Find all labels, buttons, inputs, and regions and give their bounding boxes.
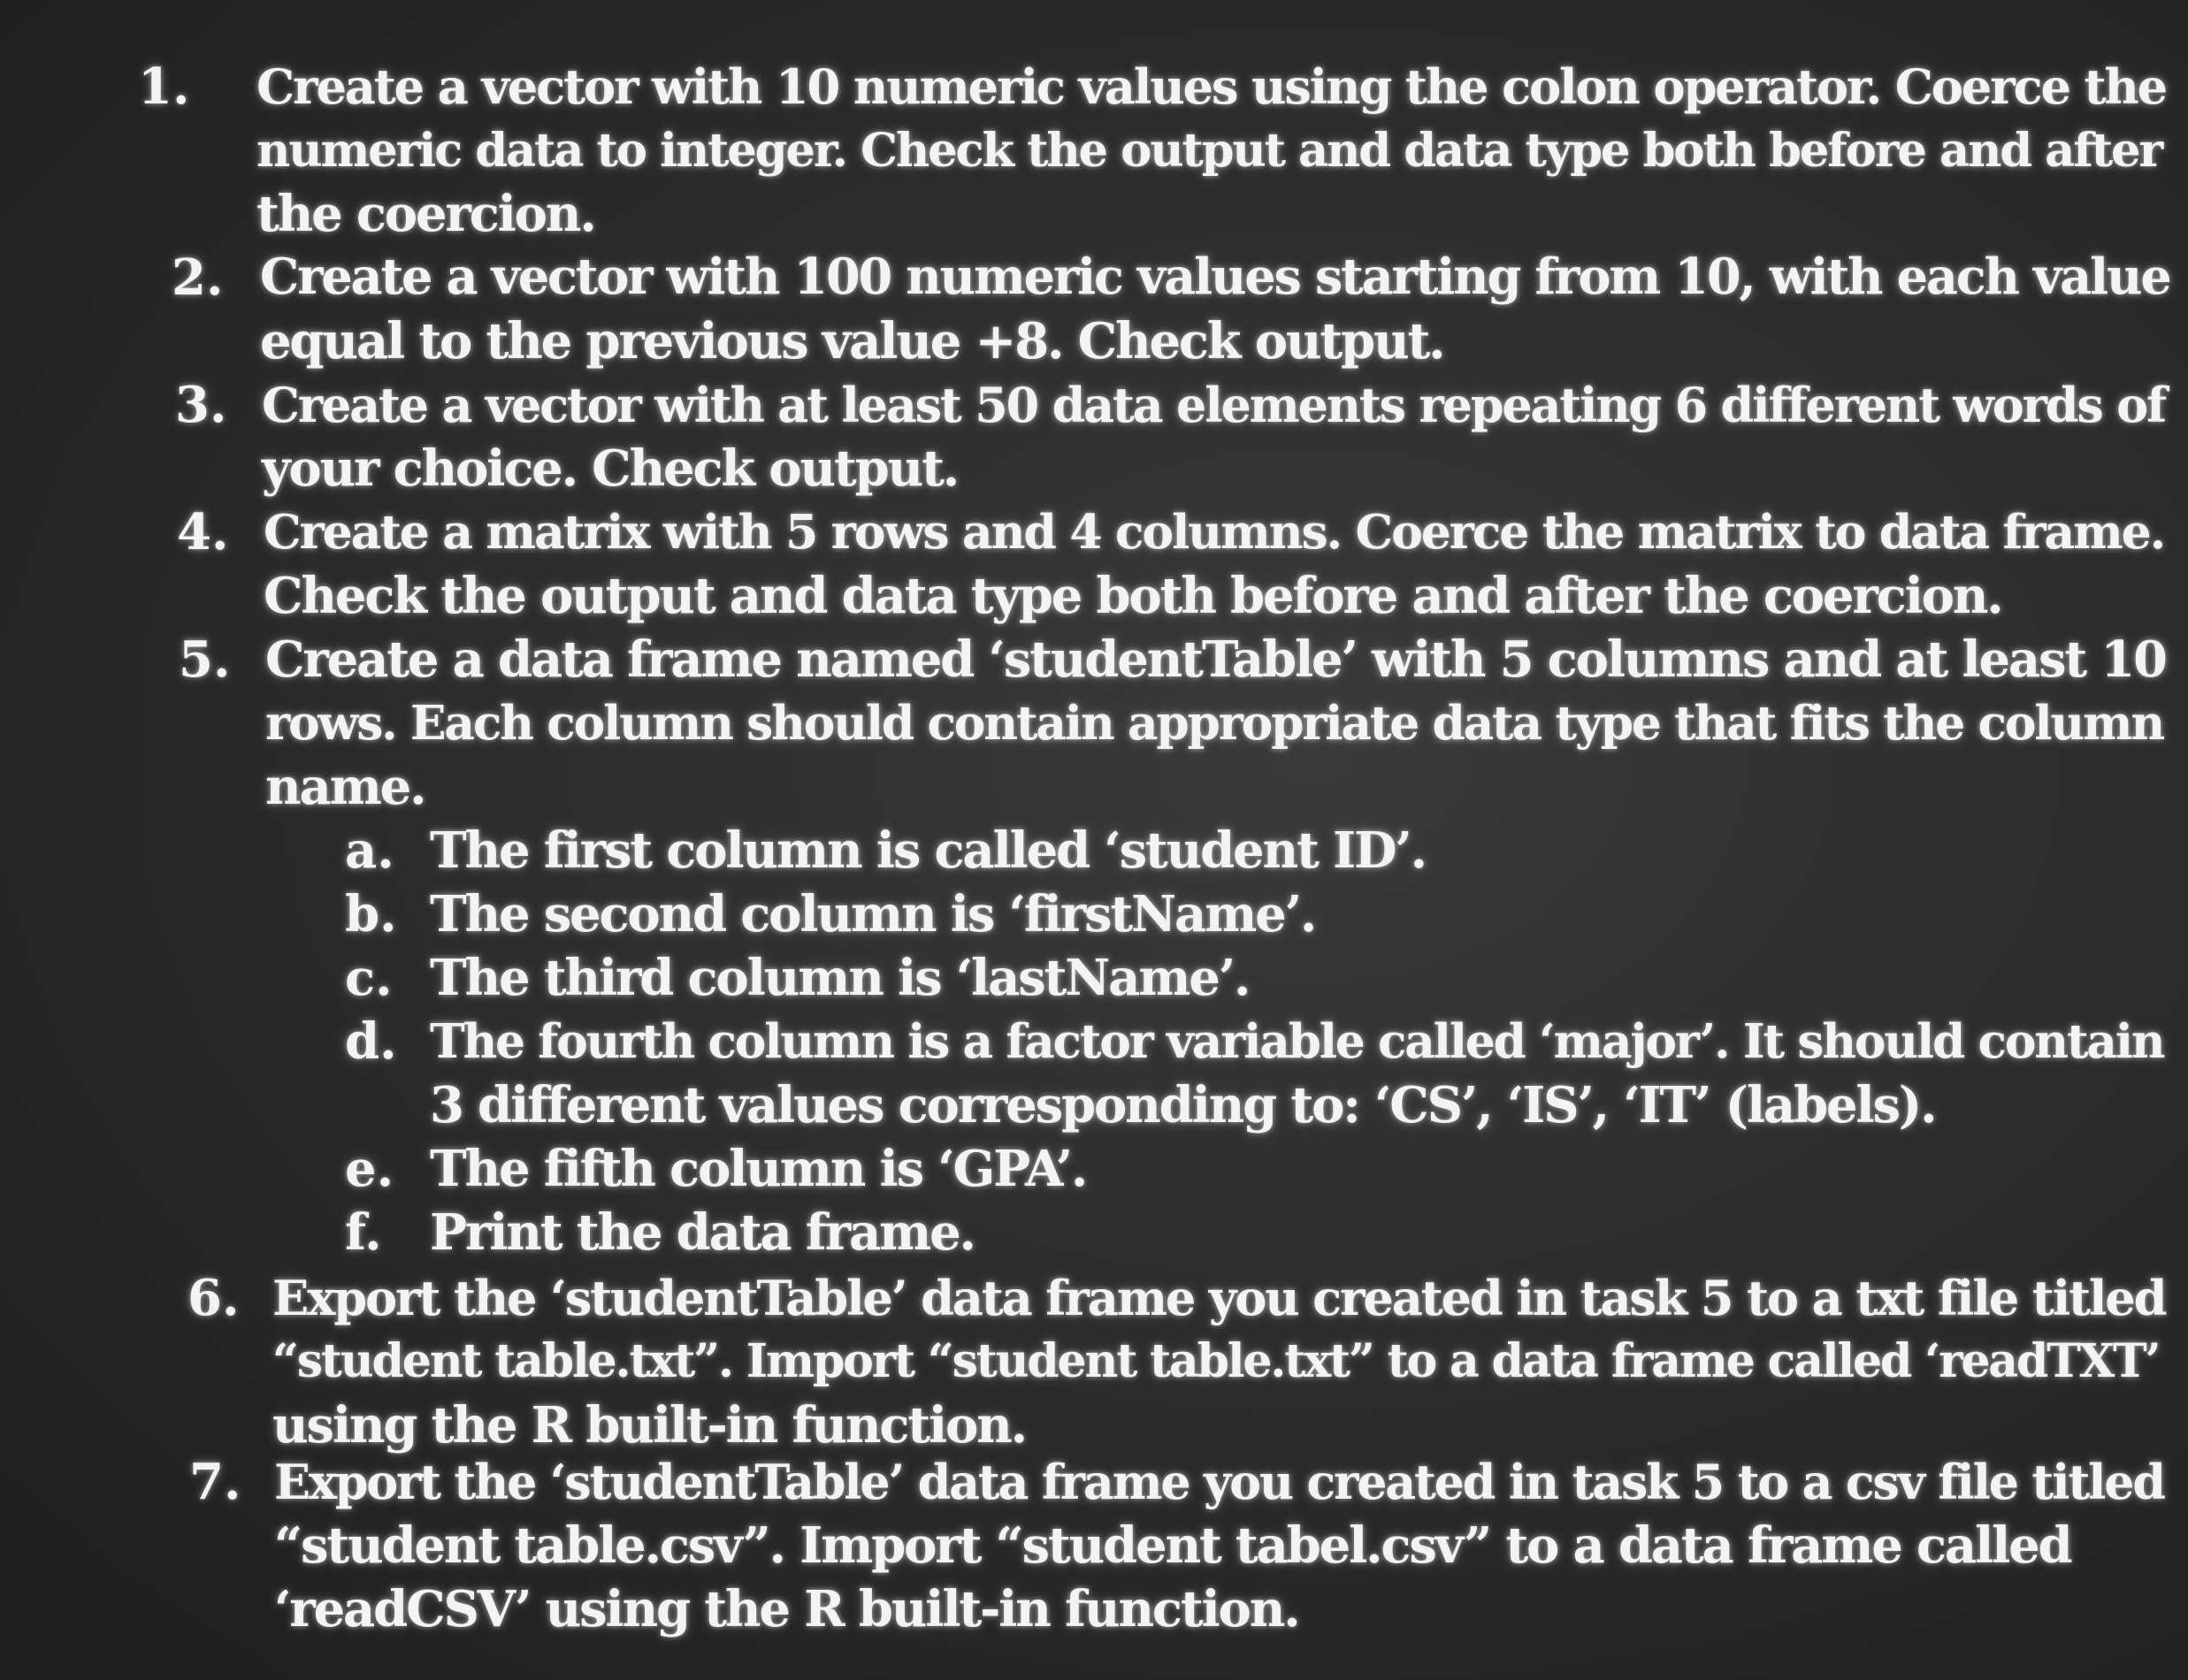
subitem-letter: b.: [345, 885, 397, 943]
subitem-f-line: Print the data frame.: [430, 1203, 975, 1262]
item-5-line-1: Create a data frame named ‘studentTable’ with 5 columns and at least 10: [265, 630, 2166, 689]
item-number: 2.: [172, 248, 224, 307]
item-6-line-2: “student table.txt”. Import “student table.txt” to a data frame called ‘readTXT’: [272, 1334, 2160, 1388]
item-1-line-2: numeric data to integer. Check the output and data type both before and after: [256, 123, 2162, 178]
item-6-line-1: Export the ‘studentTable’ data frame you created in task 5 to a txt file titled: [272, 1270, 2166, 1326]
item-5-line-3: name.: [265, 758, 425, 816]
item-number: 6.: [187, 1269, 240, 1327]
subitem-b-line: The second column is ‘firstName’.: [430, 885, 1316, 943]
subitem-letter: c.: [345, 949, 393, 1007]
subitem-letter: d.: [345, 1012, 397, 1071]
item-number: 3.: [175, 376, 227, 434]
item-1-line-3: the coercion.: [256, 185, 595, 243]
item-2-line-2: equal to the previous value +8. Check output.: [260, 312, 1444, 370]
item-1-line-1: Create a vector with 10 numeric values using the colon operator. Coerce the: [256, 58, 2167, 115]
item-number: 1.: [138, 57, 190, 116]
subitem-letter: e.: [345, 1140, 394, 1198]
item-7-line-2: “student table.csv”. Import “student tabel.csv” to a data frame called: [274, 1516, 2071, 1575]
subitem-letter: f.: [345, 1203, 382, 1262]
item-7-line-1: Export the ‘studentTable’ data frame you created in task 5 to a csv file titled: [274, 1454, 2164, 1510]
subitem-c-line: The third column is ‘lastName’.: [430, 949, 1250, 1007]
item-number: 4.: [177, 503, 229, 561]
item-6-line-3: using the R built-in function.: [272, 1396, 1026, 1455]
item-4-line-2: Check the output and data type both before and after the coercion.: [264, 567, 2002, 625]
item-number: 7.: [189, 1453, 241, 1511]
item-number: 5.: [179, 630, 231, 689]
subitem-d-line-1: The fourth column is a factor variable called ‘major’. It should contain: [430, 1013, 2164, 1069]
subitem-a-line: The first column is called ‘student ID’.: [430, 821, 1426, 880]
subitem-letter: a.: [345, 821, 394, 880]
item-4-line-1: Create a matrix with 5 rows and 4 columns. Coerce the matrix to data frame.: [264, 504, 2165, 560]
item-5-line-2: rows. Each column should contain appropriate data type that fits the column: [265, 695, 2164, 751]
item-7-line-3: ‘readCSV’ using the R built-in function.: [274, 1580, 1299, 1638]
subitem-d-line-2: 3 different values corresponding to: ‘CS’, ‘IS’, ‘IT’ (labels).: [430, 1076, 1936, 1134]
subitem-e-line: The fifth column is ‘GPA’.: [430, 1140, 1087, 1198]
item-3-line-2: your choice. Check output.: [262, 439, 959, 498]
item-2-line-1: Create a vector with 100 numeric values starting from 10, with each value: [260, 248, 2170, 306]
item-3-line-1: Create a vector with at least 50 data elements repeating 6 different words of: [262, 377, 2165, 433]
